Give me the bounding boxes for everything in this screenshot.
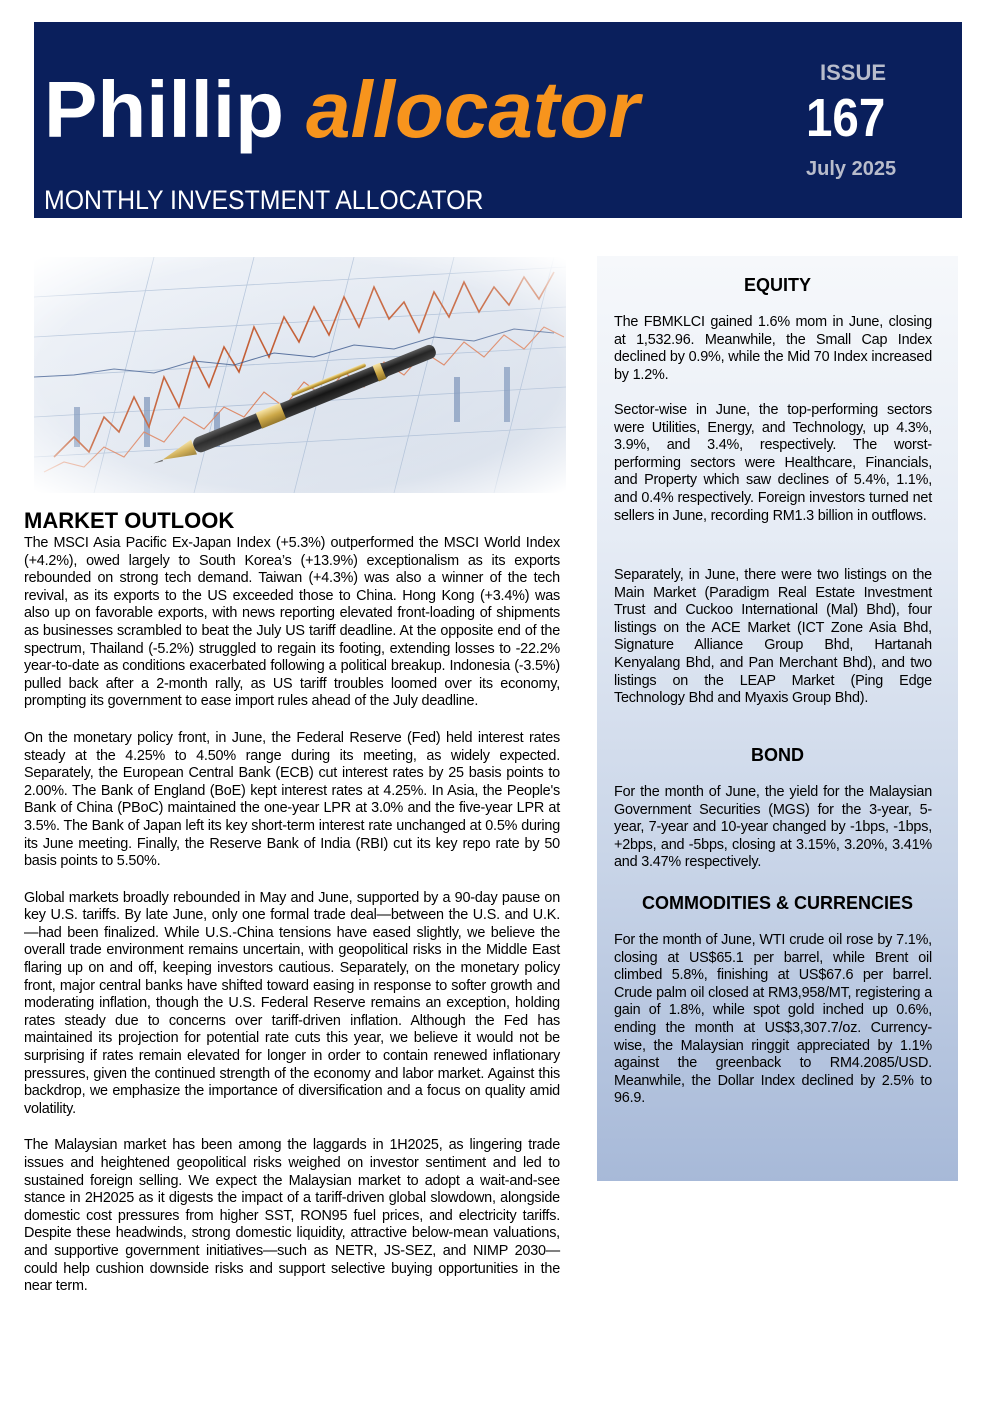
market-summary-sidebar (597, 256, 958, 1181)
bond-heading: BOND (751, 745, 804, 765)
publication-subtitle: MONTHLY INVESTMENT ALLOCATOR (44, 185, 484, 215)
header-banner (34, 22, 962, 218)
publication-title (44, 65, 640, 154)
equity-paragraph: Separately, in June, there were two listings on the Main Market (Paradigm Real Estate Investment Trust and Cuckoo International (Mal) Bhd), four listings on the ACE Market (ICT Zone Asia Bhd, Signature Alliance Group Bhd, Hartanah Kenyalang Bhd, and Pan Merchant Bhd), and two listings on the LEAP Market (Ping Edge Technology Bhd and Myaxis Group Bhd). (614, 567, 932, 707)
equity-paragraph: Sector-wise in June, the top-performing sectors were Utilities, Energy, and Technology, up 4.3%, 3.9%, and 3.4%, respectively. The worst-performing sectors were Healthcare, Financials, and Property which saw declines of 5.4%, 1.1%, and 0.4% respectively. Foreign investors turned net sellers in June, recording RM1.3 billion in outflows. (614, 402, 932, 524)
title-main: Phillip (44, 65, 284, 154)
issue-number: 167 (806, 88, 886, 148)
stock-chart-with-pen-image (34, 257, 566, 493)
title-accent: allocator (306, 65, 640, 154)
issue-label: ISSUE (820, 60, 887, 85)
bond-paragraph: For the month of June, the yield for the Malaysian Government Securities (MGS) for the 3-year, 5-year, 7-year and 10-year changed by -1bps, -1bps, +2bps, and -5bps, closing at 3.15%, 3.20%, 3.41% and 3.47% respectively. (614, 784, 932, 871)
outlook-paragraph: The MSCI Asia Pacific Ex-Japan Index (+5.3%) outperformed the MSCI World Index (+4.2%), owed largely to South Korea’s (+13.9%) exceptionalism as its exports rebounded on strong tech demand. Taiwan (+4.3%) was also a winner of the tech revival, as its exports to the US exceeded those to China. Hong Kong (+3.4%) was also up on favorable exports, with news reporting elevated front-loading of shipments as businesses scrambled to beat the July US tariff deadline. At the opposite end of the spectrum, Thailand (-5.2%) struggled to regain its footing, extending losses to -22.2% year-to-date as conditions exacerbated following a political breakup. Indonesia (-3.5%) pulled back after a 2-month rally, as US tariff troubles loomed over its economy, prompting its government to ease import rules ahead of the July deadline. (24, 535, 560, 710)
outlook-paragraph: Global markets broadly rebounded in May and June, supported by a 90-day pause on key U.S. tariffs. By late June, only one formal trade deal—between the U.S. and U.K.—had been finalized. While U.S.-China tensions have eased slightly, we believe the overall trade environment remains uncertain, with geopolitical risks in the Middle East flaring up on and off, keeping investors cautious. Separately, on the monetary policy front, major central banks have shifted toward easing in response to softer growth and moderating inflation, though the U.S. Federal Reserve remains an exception, holding rates steady due to concerns over tariff-driven inflation. Although the Fed has maintained its projection for potential rate cuts this year, we believe it would not be surprising if rates remain elevated for longer in order to contain renewed inflationary pressures, given the continued strength of the economy and labor market. Against this backdrop, we emphasize the importance of diversification and a focus on quality amid volatility. (24, 889, 560, 1117)
commodities-heading: COMMODITIES & CURRENCIES (641, 893, 913, 913)
market-outlook-heading: MARKET OUTLOOK (24, 508, 235, 533)
outlook-paragraph: The Malaysian market has been among the laggards in 1H2025, as lingering trade issues and heightened geopolitical risks weighed on investor sentiment and led to sustained foreign selling. We expect the Malaysian market to adopt a wait-and-see stance in 2H2025 as it digests the impact of a tariff-driven global slowdown, alongside domestic cost pressures from higher SST, RON95 fuel prices, and electricity tariffs. Despite these headwinds, strong domestic liquidity, attractive below-mean valuations, and supportive government initiatives—such as NETR, JS-SEZ, and NIMP 2030—could help cushion downside risks and support selective buying opportunities in the near term. (24, 1137, 560, 1295)
stock-chart-illustration (34, 257, 566, 493)
market-outlook-body (24, 535, 560, 1315)
equity-paragraph: The FBMKLCI gained 1.6% mom in June, closing at 1,532.96. Meanwhile, the Small Cap Index declined by 0.9%, while the Mid 70 Index increased by 1.2%. (614, 314, 932, 383)
commodities-paragraph: For the month of June, WTI crude oil rose by 7.1%, closing at US$65.1 per barrel, while Brent oil climbed 5.8%, finishing at US$67.6 per barrel. Crude palm oil closed at RM3,958/MT, registering a gain of 1.8%, while spot gold inched up 0.6%, ending the month at US$3,307.7/oz. Currency-wise, the Malaysian ringgit appreciated by 1.1% against the greenback to RM4.2085/USD. Meanwhile, the Dollar Index declined by 2.5% to 96.9. (614, 932, 932, 1107)
equity-heading: EQUITY (743, 275, 811, 295)
issue-date: July 2025 (806, 158, 897, 180)
outlook-paragraph: On the monetary policy front, in June, the Federal Reserve (Fed) held interest rates steady at the 4.25% to 4.50% range during its meeting, as widely expected. Separately, the European Central Bank (ECB) cut interest rates by 25 basis points to 2.00%. The Bank of England (BoE) kept interest rates at 4.25%. In Asia, the People's Bank of China (PBoC) maintained the one-year LPR at 3.0% and the five-year LPR at 3.5%. The Bank of Japan left its key short-term interest rate unchanged at 0.5% during its June meeting. Finally, the Reserve Bank of India (RBI) cut its key repo rate by 50 basis points to 5.50%. (24, 729, 560, 870)
